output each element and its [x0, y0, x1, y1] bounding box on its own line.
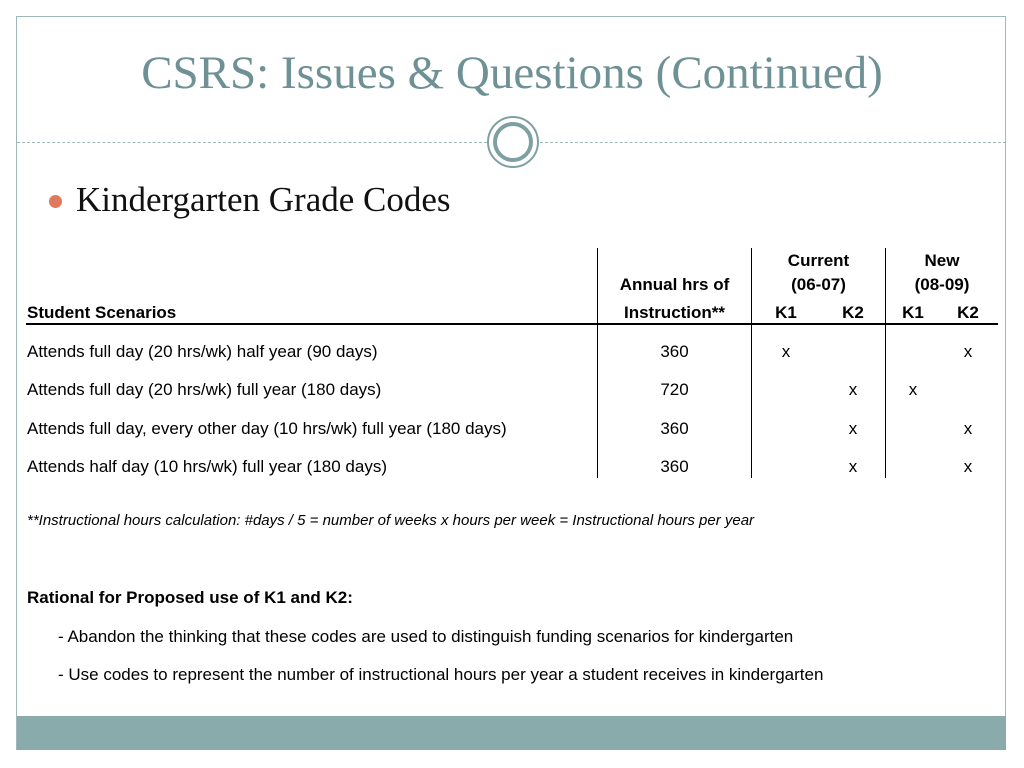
scenario-cell: Attends full day, every other day (10 hrs/wk) full year (180 days)	[27, 419, 507, 438]
hours-cell: 360	[660, 342, 689, 361]
current-k2-cell: x	[848, 380, 858, 399]
bullet-heading: Kindergarten Grade Codes	[76, 180, 451, 219]
rationale-item: - Use codes to represent the number of instructional hours per year a student receives in kindergarten	[58, 665, 824, 684]
slide-title: CSRS: Issues & Questions (Continued)	[141, 47, 883, 99]
column-header-new: New	[924, 251, 960, 270]
column-header-current-k1: K1	[775, 303, 797, 322]
column-header-new-years: (08-09)	[914, 275, 970, 294]
scenario-cell: Attends full day (20 hrs/wk) half year (90 days)	[27, 342, 378, 361]
scenario-cell: Attends half day (10 hrs/wk) full year (180 days)	[27, 457, 387, 476]
new-k2-cell: x	[963, 419, 973, 438]
rationale-heading: Rational for Proposed use of K1 and K2:	[27, 588, 353, 607]
column-header-hours: Annual hrs of	[619, 275, 730, 294]
column-header-current: Current	[787, 251, 850, 270]
hours-cell: 360	[660, 457, 689, 476]
scenario-cell: Attends full day (20 hrs/wk) full year (180 days)	[27, 380, 382, 399]
new-k2-cell: x	[963, 457, 973, 476]
circle-ornament-icon	[487, 116, 539, 168]
hours-cell: 720	[660, 380, 689, 399]
instructional-hours-footnote: **Instructional hours calculation: #days / 5 = number of weeks x hours per week = Instructional hours per year	[27, 512, 755, 529]
title-divider-right	[540, 142, 1006, 143]
footer-bar	[17, 716, 1006, 750]
rationale-item: - Abandon the thinking that these codes are used to distinguish funding scenarios for kindergarten	[58, 627, 794, 646]
current-k2-cell: x	[848, 419, 858, 438]
bullet-icon	[49, 195, 62, 208]
column-header-current-k2: K2	[842, 303, 864, 322]
column-header-current-years: (06-07)	[791, 275, 846, 294]
title-divider-left	[17, 142, 487, 143]
new-k1-cell: x	[908, 380, 918, 399]
column-header-hours: Instruction**	[623, 303, 726, 322]
current-k2-cell: x	[848, 457, 858, 476]
new-k2-cell: x	[963, 342, 973, 361]
column-header-new-k1: K1	[902, 303, 924, 322]
column-header-new-k2: K2	[957, 303, 979, 322]
column-header-scenarios: Student Scenarios	[27, 303, 177, 322]
current-k1-cell: x	[781, 342, 791, 361]
hours-cell: 360	[660, 419, 689, 438]
table-header-rule	[26, 323, 998, 325]
